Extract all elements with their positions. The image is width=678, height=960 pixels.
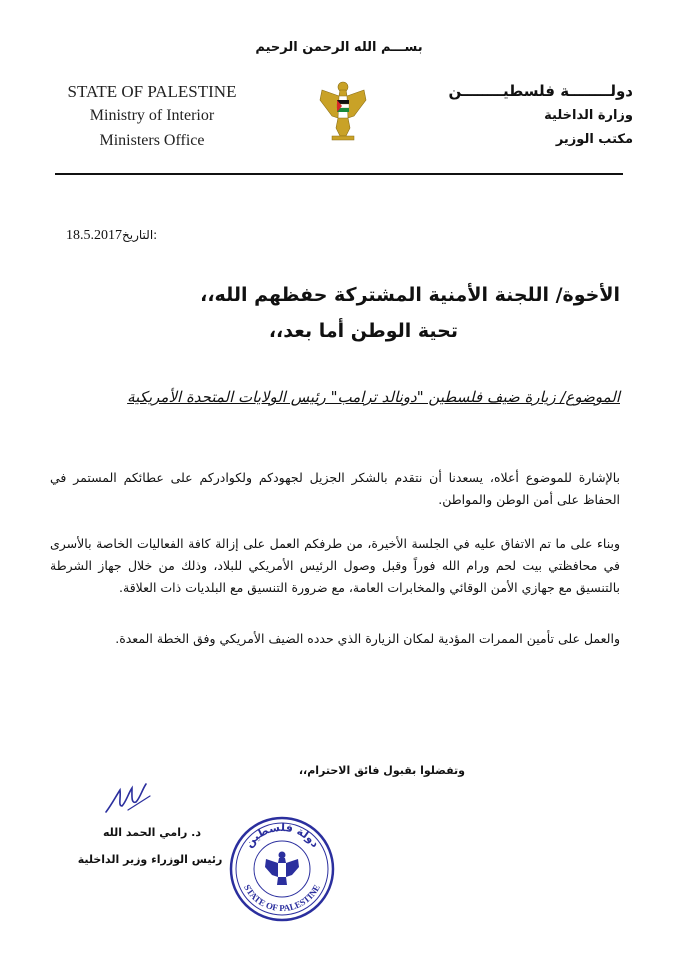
signer-name: د. رامي الحمد الله — [103, 826, 201, 839]
subject-line: الموضوع/ زيارة ضيف فلسطين "دونالد ترامب" رئيس الولايات المتحدة الأمريكية — [127, 388, 620, 406]
svg-text:STATE OF PALESTINE: STATE OF PALESTINE — [242, 882, 322, 914]
header-english-ministry: Ministry of Interior — [89, 107, 215, 124]
eagle-emblem-icon — [318, 78, 368, 142]
header-english-office: Ministers Office — [99, 132, 205, 149]
header-divider — [55, 173, 623, 175]
header-english-state: STATE OF PALESTINE — [67, 82, 237, 101]
body-paragraph-3: والعمل على تأمين الممرات المؤدية لمكان الزيارة الذي حدده الضيف الأمريكي وفق الخطة المعدة. — [115, 631, 620, 646]
greeting-line: تحية الوطن أما بعد،، — [268, 320, 458, 342]
body-paragraph-1: بالإشارة للموضوع أعلاه، يسعدنا أن نتقدم بالشكر الجزيل لجهودكم ولكوادركم على عطائكم المستمر في الحفاظ على أمن الوطن والمواطن. — [50, 470, 620, 507]
signer-title: رئيس الوزراء وزير الداخلية — [77, 853, 223, 866]
date-value: 18.5.2017 — [66, 228, 122, 243]
header-arabic-ministry: وزارة الداخلية — [544, 108, 633, 123]
letter-date — [66, 228, 157, 244]
basmala: بســـم الله الرحمن الرحيم — [255, 40, 423, 55]
handwritten-signature — [98, 776, 158, 816]
closing-line: وتفضلوا بقبول فائق الاحترام،، — [298, 764, 465, 777]
header-arabic-state: دولــــــــة فلسطيــــــــن — [448, 82, 633, 100]
date-label: التاريخ: — [122, 228, 158, 242]
svg-text:دولة فلسطين: دولة فلسطين — [242, 820, 322, 850]
body-paragraph-2: وبناء على ما تم الاتفاق عليه في الجلسة الأخيرة، من طرفكم العمل على إزالة كافة الفعاليات الخاصة بالأسرى في محافظتي بيت لحم ورام الله فوراً وقبل وصول الرئيس الأمريكي للبلاد، وذلك من خلال جهاز الشرطة بالتنسيق مع جهازي الأمن الوقائي والمخابرات العامة، مع ضرورة التنسيق مع البلديات ذات العلاقة. — [50, 536, 620, 595]
header-arabic-office: مكتب الوزير — [555, 132, 633, 147]
addressee-line: الأخوة/ اللجنة الأمنية المشتركة حفظهم الله،، — [200, 284, 620, 306]
official-seal-stamp — [228, 815, 336, 923]
